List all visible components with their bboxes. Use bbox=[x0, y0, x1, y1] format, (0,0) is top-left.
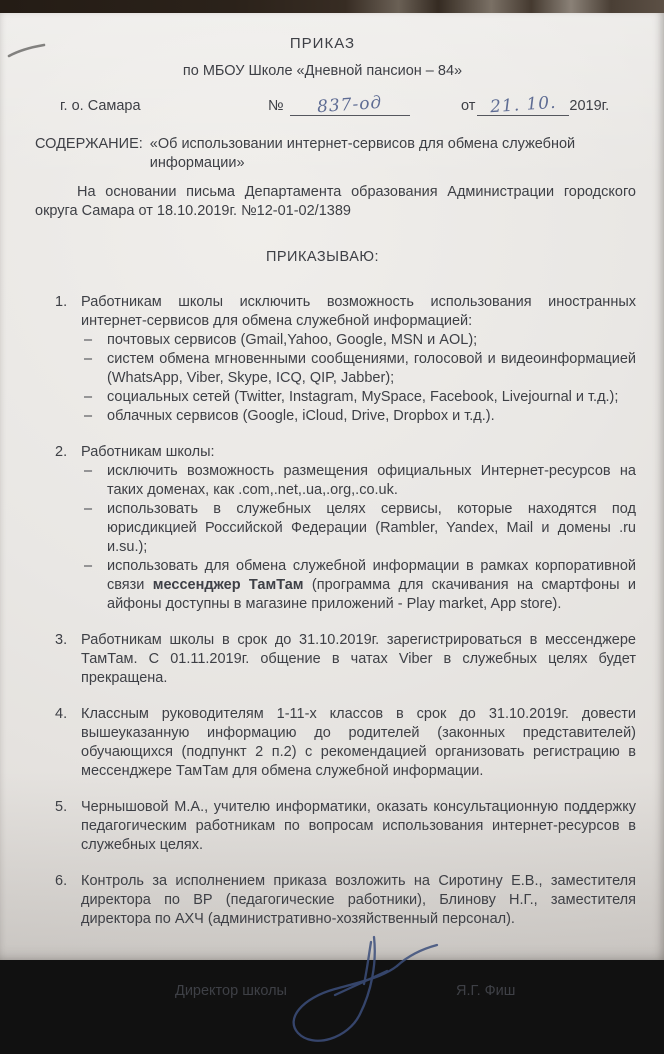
item-text: Чернышовой М.А., учителю информатики, оказать консультационную поддержку педагогическим работникам по вопросам использования интернет-ресурсов в служебных целях. bbox=[81, 799, 636, 853]
bullet-text bbox=[107, 557, 636, 614]
year-label: 2019г. bbox=[569, 98, 610, 114]
item-number: 6. bbox=[55, 873, 68, 889]
bullet-text-bold: мессенджер ТамТам bbox=[152, 577, 304, 593]
list-item bbox=[81, 388, 636, 407]
dash-marker: – bbox=[84, 332, 93, 348]
preamble-paragraph: На основании письма Департамента образования Администрации городского округа Самара от 18.10.2019г. №12-01-02/1389 bbox=[35, 184, 636, 219]
list-item bbox=[81, 331, 636, 350]
order-item-6 bbox=[55, 872, 636, 929]
organization-line: по МБОУ Школе «Дневной пансион – 84» bbox=[182, 63, 463, 79]
item-text: Работникам школы: bbox=[81, 444, 215, 460]
list-item bbox=[81, 500, 636, 557]
dash-marker: – bbox=[84, 351, 93, 367]
order-item-3 bbox=[55, 631, 636, 688]
bullet-text-part: использовать в служебных целях сервисы, которые находятся под юрисдикцией Российской Федерации (Rambler, Yandex, Mail и домены .ru и.su.); bbox=[107, 501, 636, 555]
order-date-group bbox=[461, 92, 610, 118]
subject-text: «Об использовании интернет-сервисов для обмена служебной информации» bbox=[149, 136, 576, 171]
bullet-text: систем обмена мгновенными сообщениями, голосовой и видеоинформацией (WhatsApp, Viber, Skype, ICQ, QIP, Jabber); bbox=[107, 351, 636, 386]
signatory-role: Директор школы bbox=[175, 983, 287, 999]
subject-block bbox=[35, 135, 636, 173]
list-item bbox=[81, 557, 636, 614]
subject-label: СОДЕРЖАНИЕ: bbox=[35, 136, 143, 152]
list-item bbox=[81, 350, 636, 388]
item-text: Работникам школы в срок до 31.10.2019г. зарегистрироваться в мессенджере ТамТам. С 01.11.2019г. общение в чатах Viber в служебных целях будет прекращена. bbox=[81, 632, 636, 686]
signature-scribble bbox=[267, 932, 472, 1054]
order-number-group bbox=[268, 92, 410, 118]
order-number-handwritten: 837-од bbox=[316, 92, 383, 118]
signature-block bbox=[35, 982, 636, 1002]
list-item bbox=[81, 407, 636, 426]
list-item bbox=[81, 462, 636, 500]
item-body bbox=[81, 443, 636, 614]
item-number: 3. bbox=[55, 632, 68, 648]
desk-background bbox=[0, 0, 664, 13]
item-number: 5. bbox=[55, 799, 68, 815]
item-number: 2. bbox=[55, 444, 68, 460]
resolution-heading: ПРИКАЗЫВАЮ: bbox=[265, 249, 380, 265]
dash-marker: – bbox=[84, 389, 93, 405]
number-sign-label: № bbox=[268, 98, 284, 114]
dash-marker: – bbox=[84, 501, 93, 517]
item-body bbox=[81, 293, 636, 426]
order-item-5 bbox=[55, 798, 636, 855]
document-title: ПРИКАЗ bbox=[289, 35, 356, 52]
dash-marker: – bbox=[84, 558, 93, 574]
order-item-4 bbox=[55, 705, 636, 781]
dash-marker: – bbox=[84, 408, 93, 424]
bullet-text: облачных сервисов (Google, iCloud, Drive, Dropbox и т.д.). bbox=[107, 408, 495, 424]
meta-row bbox=[35, 94, 636, 118]
item-number: 1. bbox=[55, 294, 68, 310]
bullet-text bbox=[107, 500, 636, 557]
item-text: Работникам школы исключить возможность использования иностранных интернет-сервисов для обмена служебной информацией: bbox=[81, 294, 636, 329]
bullet-text: социальных сетей (Twitter, Instagram, MySpace, Facebook, Livejournal и т.д.); bbox=[107, 389, 619, 405]
item-text: Контроль за исполнением приказа возложить на Сиротину Е.В., заместителя директора по ВР (педагогические работники), Блинову Н.Г., заместителя директора по АХЧ (административно-хозяйственный персонал). bbox=[81, 873, 636, 927]
order-items-list bbox=[35, 293, 636, 929]
item-number: 4. bbox=[55, 706, 68, 722]
bullet-text-post: (программа для скачивания на смартфоны и айфоны доступны в магазине приложений - Play market, App store). bbox=[107, 577, 636, 612]
order-date-handwritten: 21. 10. bbox=[489, 92, 558, 118]
order-item-1 bbox=[55, 293, 636, 426]
signatory-name: Я.Г. Фиш bbox=[456, 983, 516, 999]
bullet-text: почтовых сервисов (Gmail,Yahoo, Google, MSN и AOL); bbox=[107, 332, 478, 348]
item-text: Классным руководителям 1-11-х классов в срок до 31.10.2019г. довести вышеуказанную информацию до родителей (законных представителей) обучающихся (подпункт 2 п.2) с рекомендацией организовать регистрацию в мессенджере ТамТам для обмена служебной информации. bbox=[81, 706, 636, 779]
bullet-text: исключить возможность размещения официальных Интернет-ресурсов на таких доменах, как .com,.net,.ua,.org,.co.uk. bbox=[107, 463, 636, 498]
date-from-label: от bbox=[461, 98, 476, 114]
city-label: г. о. Самара bbox=[60, 98, 141, 114]
order-item-2 bbox=[55, 443, 636, 614]
paper-sheet bbox=[0, 13, 664, 999]
bullet-text-pre: использовать для обмена служебной информации в рамках корпоративной связи bbox=[107, 558, 636, 593]
dash-marker: – bbox=[84, 463, 93, 479]
document-body bbox=[35, 13, 636, 1002]
